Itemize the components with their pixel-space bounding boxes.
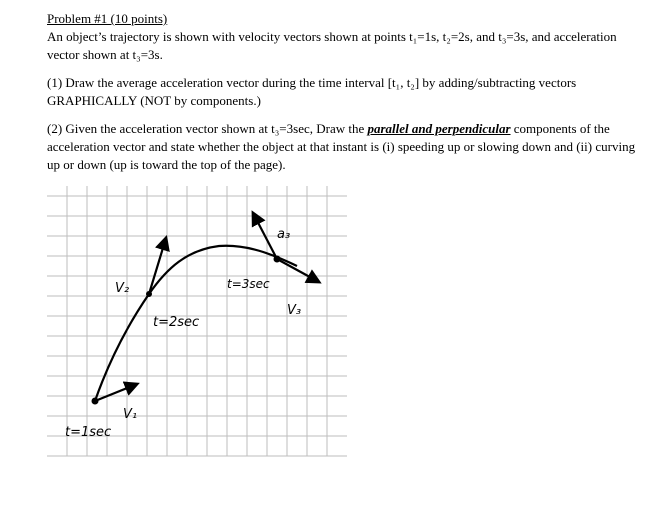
part-2-text-end: components of the acceleration vector and state whether the object at that instant is (i) speeding up or slowing down and (ii) curving up or down (up is toward the top of the page). (47, 121, 636, 172)
part-1-instructions: (1) Draw the average acceleration vector during the time interval [t₁, t₂] by adding/subtracting vectors GRAPHICALLY (NOT by components.) (47, 75, 577, 108)
label-t3: t=3sec (227, 277, 270, 291)
trajectory-figure (47, 186, 347, 466)
velocity-vector-v2 (149, 238, 166, 294)
part-2-text-start: (2) Given the acceleration vector shown at t₃=3sec, Draw the (47, 121, 368, 136)
problem-intro: An object’s trajectory is shown with velocity vectors shown at points t₁=1s, t₂=2s, and t₃=3s, and acceleration vector shown at t₃=3s. (47, 29, 617, 62)
label-v3: V₃ (287, 303, 302, 318)
part-2-emphasis: parallel and perpendicular (367, 121, 511, 136)
label-a3: a₃ (277, 227, 291, 242)
part-2-instructions (47, 120, 647, 174)
label-v1: V₁ (123, 407, 138, 422)
label-t2: t=2sec (153, 315, 200, 330)
label-v2: V₂ (115, 281, 130, 296)
label-t1: t=1sec (65, 425, 112, 440)
problem-text (47, 10, 647, 174)
velocity-vector-v3 (277, 259, 319, 282)
problem-title: Problem #1 (10 points) (47, 11, 168, 26)
